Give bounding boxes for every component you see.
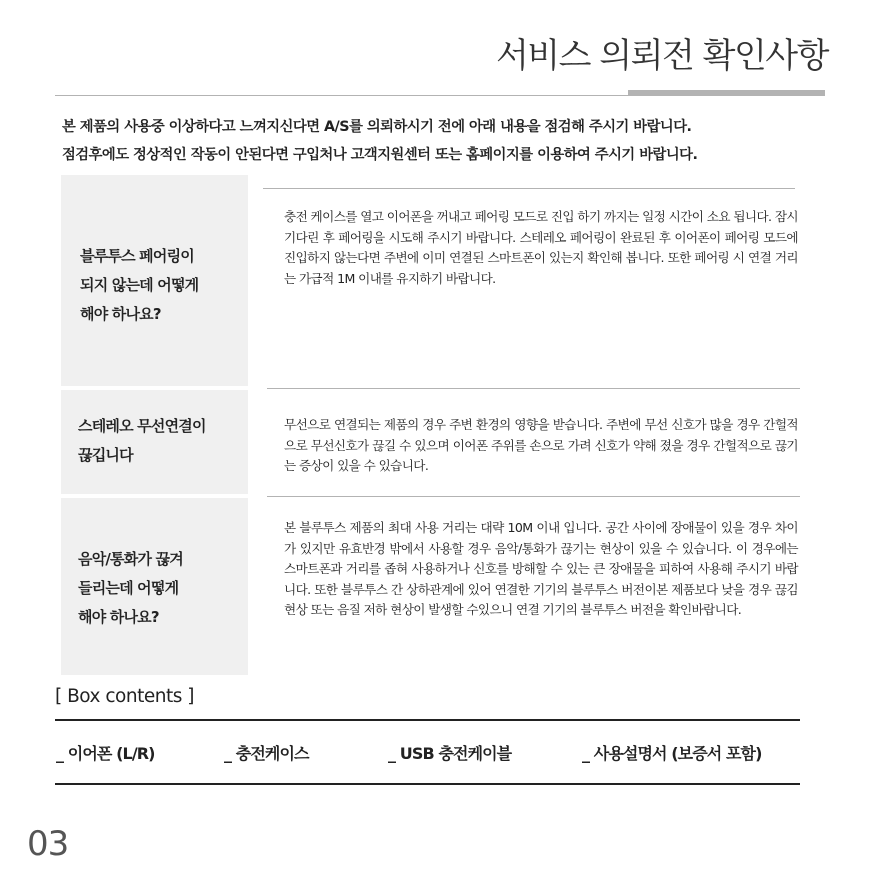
faq-question-2 [78,412,206,470]
faq-divider [267,496,800,497]
page-title: 서비스 의뢰전 확인사항 [495,36,828,76]
faq-question-line: 끊깁니다 [78,446,133,464]
faq-answer-2: 무선으로 연결되는 제품의 경우 주변 환경의 영향을 받습니다. 주변에 무선 신호가 많을 경우 간헐적으로 무선신호가 끊길 수 있으며 이어폰 주위를 손으로 가려 신호가 약해 졌을 경우 간헐적으로 끊기는 증상이 있을 수 있습니다. [284,417,798,474]
faq-divider [267,388,800,389]
box-item-manual: _ 사용설명서 (보증서 포함) [582,744,762,763]
faq-answer-3: 본 블루투스 제품의 최대 사용 거리는 대략 10M 이내 입니다. 공간 사이에 장애물이 있을 경우 차이가 있지만 유효반경 밖에서 사용할 경우 음악/통화가 끊기는 현상이 있을 수 있습니다. 이 경우에는 스마트폰과 거리를 좁혀 사용하거나 신호를 방해할 수 있는 큰 장애물을 피하여 사용해 주시기 바랍니다. 또한 블루투스 간 상하관계에 있어 연결한 기기의 블루투스 버전이본 제품보다 낮을 경우 끊김 현상 또는 음질 저하 현상이 발생할 수있으니 연결 기기의 블루투스 버전을 확인바랍니다. [284,520,798,618]
faq-divider [263,188,795,189]
box-contents-top-rule [55,719,800,721]
faq-question-line: 음악/통화가 끊겨 [78,550,183,568]
faq-question-line: 되지 않는데 어떻게 [80,276,199,294]
title-accent-bar [628,90,825,96]
faq-question-line: 해야 하나요? [80,305,161,323]
box-contents-bottom-rule [55,783,800,785]
box-contents-heading: [ Box contents ] [55,686,194,707]
faq-question-line: 스테레오 무선연결이 [78,417,206,435]
intro-line-1: 본 제품의 사용중 이상하다고 느껴지신다면 A/S를 의뢰하시기 전에 아래 내용을 점검해 주시기 바랍니다. [62,119,692,135]
box-item-charging-case: _ 충전케이스 [224,744,309,763]
box-item-usb-cable: _ USB 충전케이블 [388,744,512,763]
faq-question-line: 블루투스 페어링이 [80,247,194,265]
intro-text [62,113,822,169]
box-item-earphones: _ 이어폰 (L/R) [56,744,155,763]
faq-question-1 [80,242,198,329]
faq-question-line: 해야 하나요? [78,608,159,626]
intro-line-2: 점검후에도 정상적인 작동이 안된다면 구입처나 고객지원센터 또는 홈페이지를 이용하여 주시기 바랍니다. [62,147,698,163]
faq-answer-1: 충전 케이스를 열고 이어폰을 꺼내고 페어링 모드로 진입 하기 까지는 일정 시간이 소요 됩니다. 잠시 기다린 후 페어링을 시도해 주시기 바랍니다. 스테레오 페어링이 완료된 후 이어폰이 페어링 모드에 진입하지 않는다면 주변에 이미 연결된 스마트폰이 있는지 확인해 봅니다. 또한 페어링 시 연결 거리는 가급적 1M 이내를 유지하기 바랍니다. [284,209,798,286]
faq-question-line: 들리는데 어떻게 [78,579,179,597]
faq-question-3 [78,545,183,632]
page-number: 03 [27,824,69,864]
